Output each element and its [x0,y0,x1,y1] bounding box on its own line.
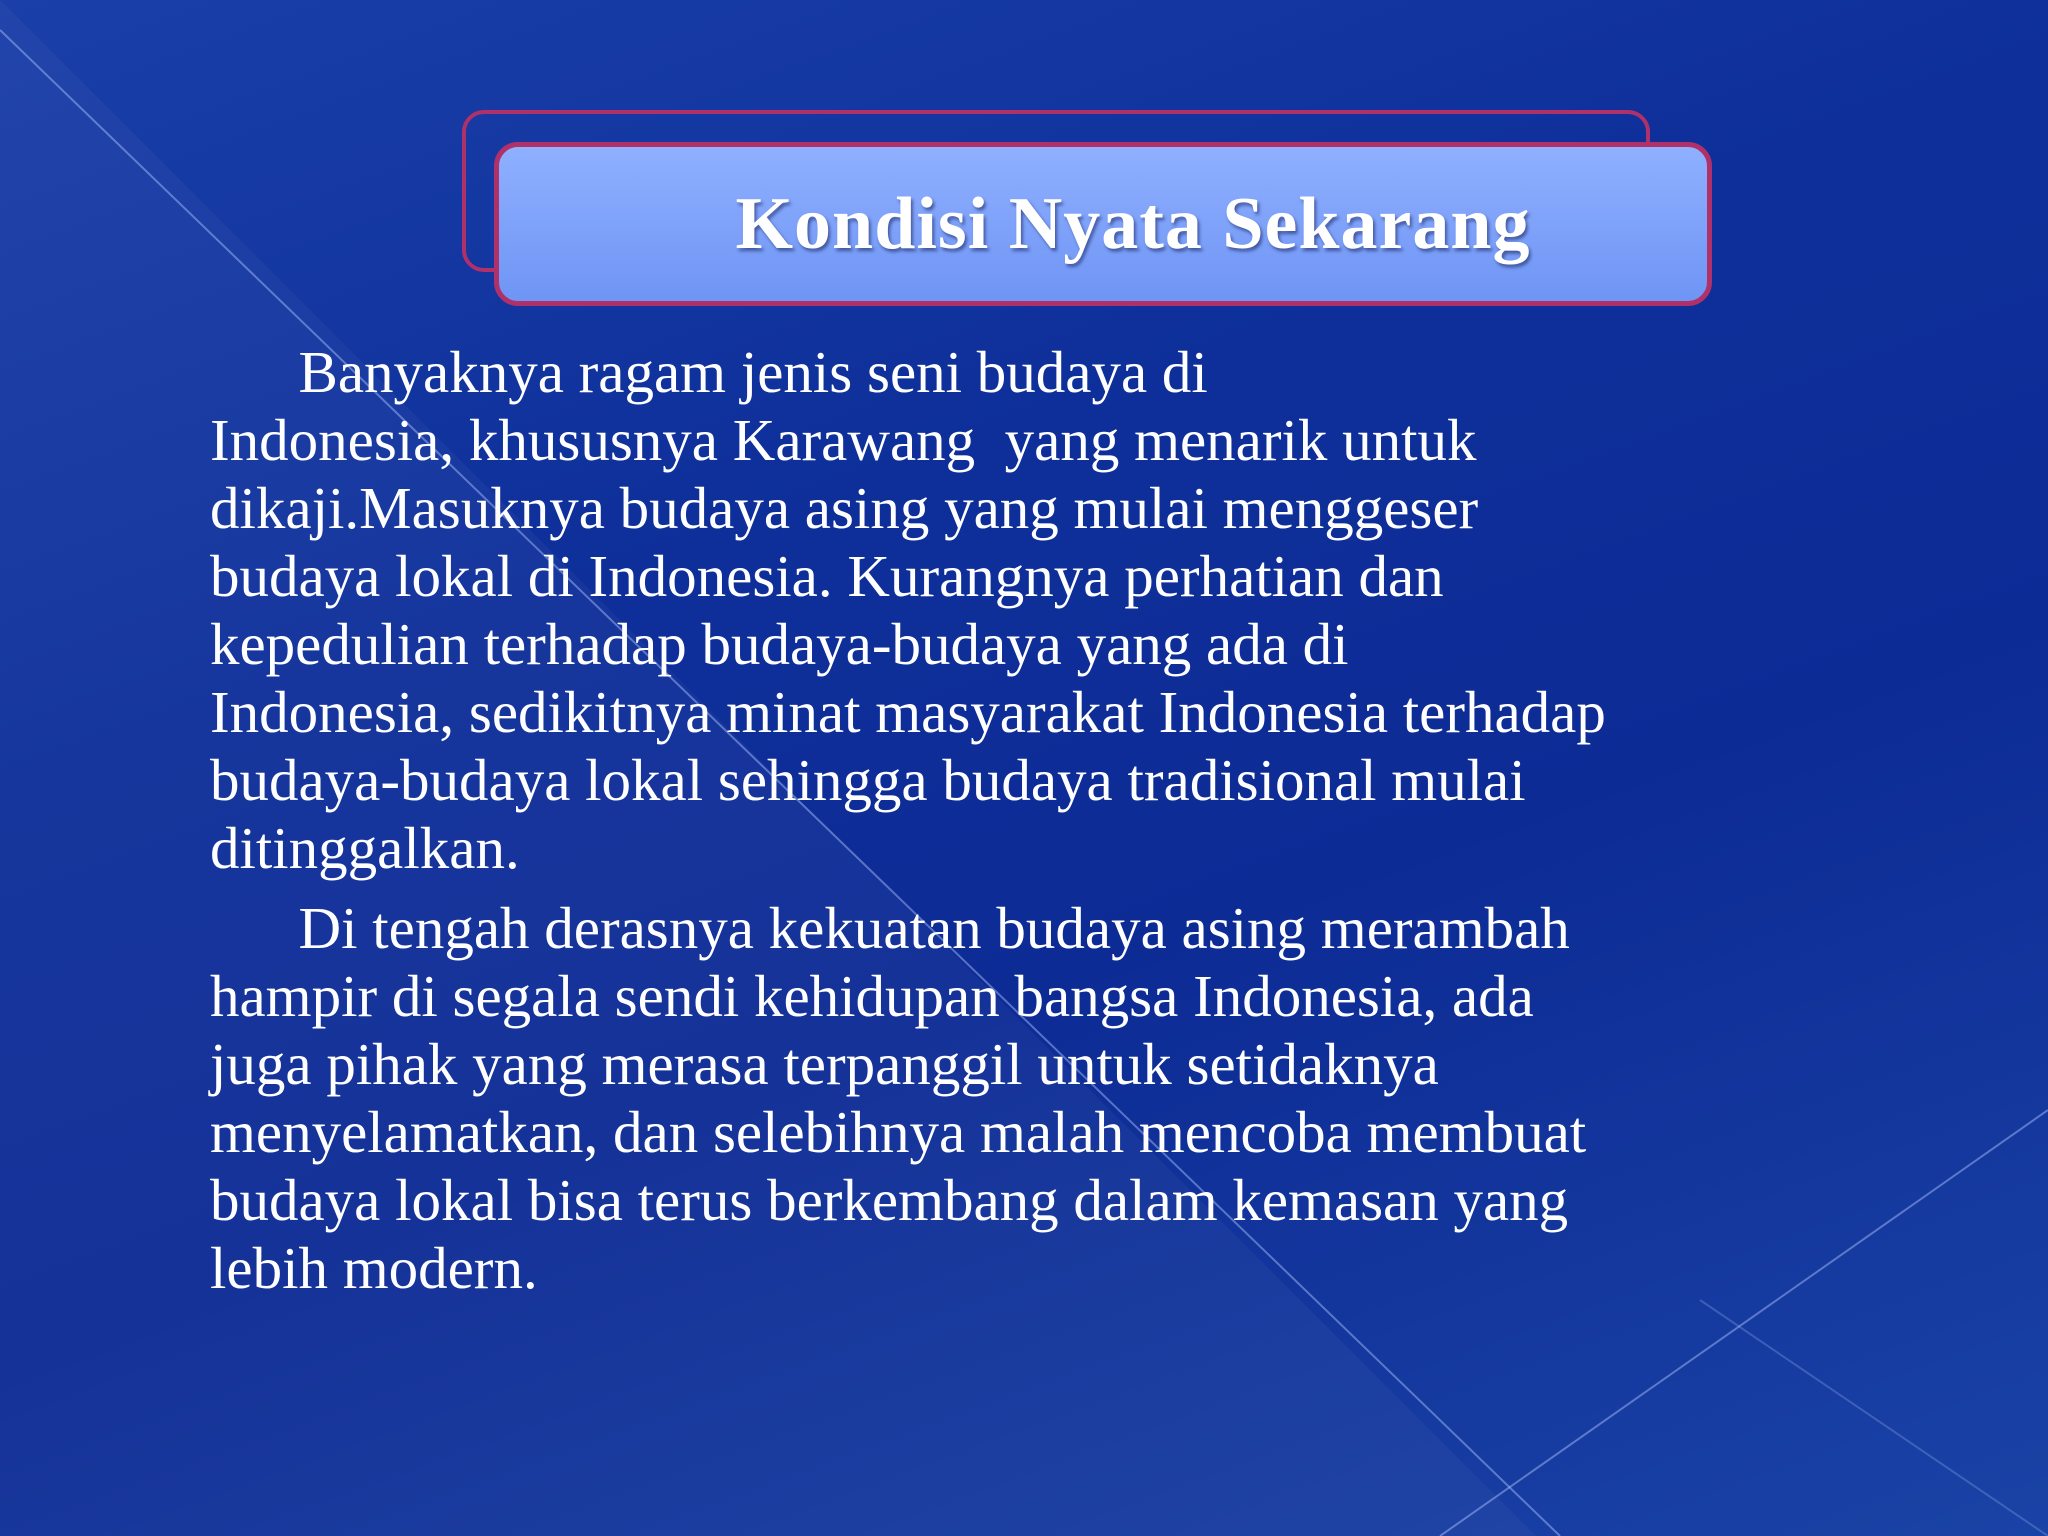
text-line: juga pihak yang merasa terpanggil untuk setidaknya [210,1031,1439,1097]
text-line: menyelamatkan, dan selebihnya malah mencoba membuat [210,1099,1587,1165]
title-box [494,142,1712,306]
text-line: lebih modern. [210,1235,538,1301]
text-line: Banyaknya ragam jenis seni budaya di [210,339,1208,405]
text-line: budaya-budaya lokal sehingga budaya tradisional mulai [210,747,1526,813]
paragraph-2 [210,894,1910,1302]
slide-body [210,338,1910,1314]
text-line: Indonesia, khususnya Karawang yang menarik untuk [210,407,1477,473]
text-line: budaya lokal di Indonesia. Kurangnya perhatian dan [210,543,1444,609]
text-line: Di tengah derasnya kekuatan budaya asing merambah [210,895,1570,961]
slide-title: Kondisi Nyata Sekarang [735,182,1531,265]
text-line: kepedulian terhadap budaya-budaya yang ada di [210,611,1349,677]
text-line: hampir di segala sendi kehidupan bangsa Indonesia, ada [210,963,1534,1029]
bg-diagonal-line-corner [1700,1300,2048,1536]
text-line: Indonesia, sedikitnya minat masyarakat Indonesia terhadap [210,679,1606,745]
paragraph-1 [210,338,1910,882]
text-line: budaya lokal bisa terus berkembang dalam kemasan yang [210,1167,1569,1233]
text-line: ditinggalkan. [210,815,520,881]
text-line: dikaji.Masuknya budaya asing yang mulai menggeser [210,475,1479,541]
